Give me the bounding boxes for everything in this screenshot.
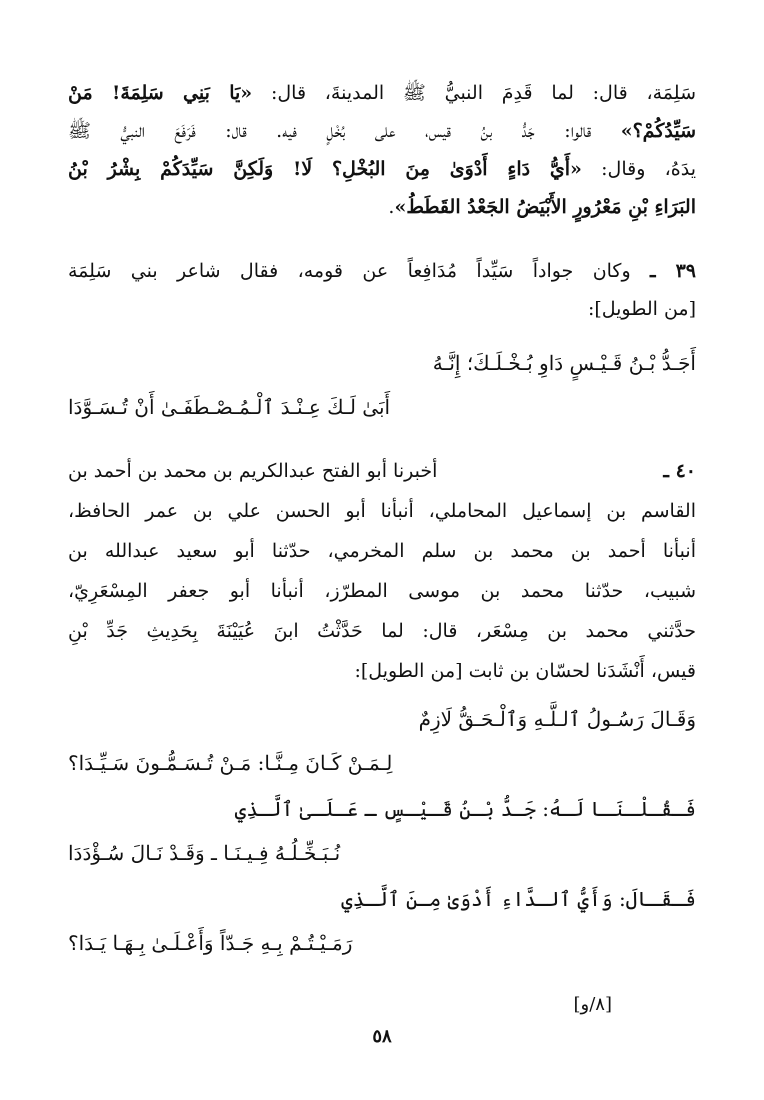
p38-line-1: [68, 78, 696, 108]
p40-verse-6: رَمَـيْـتُـمْ بِـهِ جَـدّاً وَأَعْـلَـىٰ بِـهَـا يَـدَا؟: [68, 931, 353, 955]
p40-line-6: قيس، أَنْشَدَنا لحسّان بن ثابت [من الطويل]:: [354, 660, 696, 682]
p38-line-3-text: يدَهُ، وقال:: [581, 158, 696, 180]
p38-line-4: [68, 192, 696, 222]
p40-verse-5: فَـقَـالَ: وَأَيُّ ٱلـدَّاءِ أَدْوَىٰ مِـنَ ٱلَّـذِي: [341, 887, 696, 911]
p39-number: ٣٩ ـ: [650, 260, 696, 282]
p40-verse-3: فَـقُـلْـنَـا لَـهُ: جَـدُّ بْـنُ قَـيْـسٍ ـ عَـلَـىٰ ٱلَّـذِي: [234, 797, 696, 821]
p38-line-3: [68, 154, 696, 184]
page-number: ٥٨: [372, 1026, 392, 1047]
p39-line-1: [68, 256, 696, 286]
p40-verse-2: لِـمَـنْ كَـانَ مِـنَّـا: مَـنْ تُـسَـمُّـونَ سَـيِّـدَا؟: [68, 751, 393, 775]
p39-line-2: [من الطويل]:: [587, 298, 696, 320]
book-page: [68, 78, 696, 1048]
p40-verse-4: نُـبَـخِّـلُـهُ فِـيـنَـا ـ وَقَـدْ نَـالَ سُـؤْدَدَا: [68, 841, 341, 865]
p38-hadith-2: سَيِّدُكُمْ؟»: [620, 120, 696, 142]
p38-line-1-text: سَلِمَة، قال: لما قَدِمَ النبيُّ ﷺ المدينةَ، قال:: [252, 82, 696, 104]
p40-line-1-text: أخبرنا أبو الفتح عبدالكريم بن محمد بن أحمد بن: [68, 460, 438, 482]
p38-hadith-3: «أَيُّ دَاءٍ أَدْوَىٰ مِنَ البُخْلِ؟ لَا! وَلَكِنَّ سَيِّدَكُمْ بِشْرُ بْنُ: [68, 158, 582, 180]
p40-line-5: حدَّثني محمد بن مِسْعَر، قال: لما حَدَّثْتُ ابنَ عُيَيْنَةَ بِحَدِيثِ جَدِّ بْنِ: [68, 620, 696, 642]
p40-line-1: [68, 456, 696, 486]
p40-verse-1: وَقَـالَ رَسُـولُ ٱلـلَّـهِ وَٱلْـحَـقُّ لَازِمٌ: [418, 707, 696, 731]
p40-line-3: أنبأنا أحمد بن محمد بن سلم المخرمي، حدّثنا أبو سعيد عبدالله بن: [68, 540, 696, 562]
p40-line-4: شبيب، حدّثنا محمد بن موسى المطرّز، أنبأنا أبو جعفر المِسْعَرِيّ،: [68, 580, 696, 602]
p38-line-4-end: .: [388, 196, 395, 218]
folio-reference: [٨/و]: [573, 994, 612, 1015]
p39-verse-1: أَجَـدُّ بْـنُ قَـيْـسٍ دَاوِ بُـخْـلَـكَ؛ إِنَّـهُ: [432, 351, 696, 375]
p40-number: ٤٠ ـ: [663, 460, 696, 482]
p38-line-2-text: قالوا: جَدُّ بنُ قيس، على بُخْلٍ فيه. قال: فَرَفَعَ النبيُّ ﷺ: [68, 120, 621, 142]
p38-hadith-4: البَرَاءِ بْنِ مَعْرُورٍ الأَبْيَضُ الجَعْدُ القَطَطُ»: [394, 196, 696, 218]
p38-line-2: [68, 116, 696, 146]
p39-line-1-text: وكان جواداً سَيِّداً مُدَافِعاً عن قومه، فقال شاعر بني سَلِمَة: [68, 260, 651, 282]
p38-hadith-1: «يَا بَنِي سَلِمَةَ! مَنْ: [68, 82, 253, 104]
p39-verse-2: أَبَىٰ لَـكَ عِـنْـدَ ٱلْـمُـصْـطَفَـىٰ أَنْ تُـسَـوَّدَا: [68, 395, 391, 419]
p40-line-2: القاسم بن إسماعيل المحاملي، أنبأنا أبو الحسن علي بن عمر الحافظ،: [68, 500, 696, 522]
